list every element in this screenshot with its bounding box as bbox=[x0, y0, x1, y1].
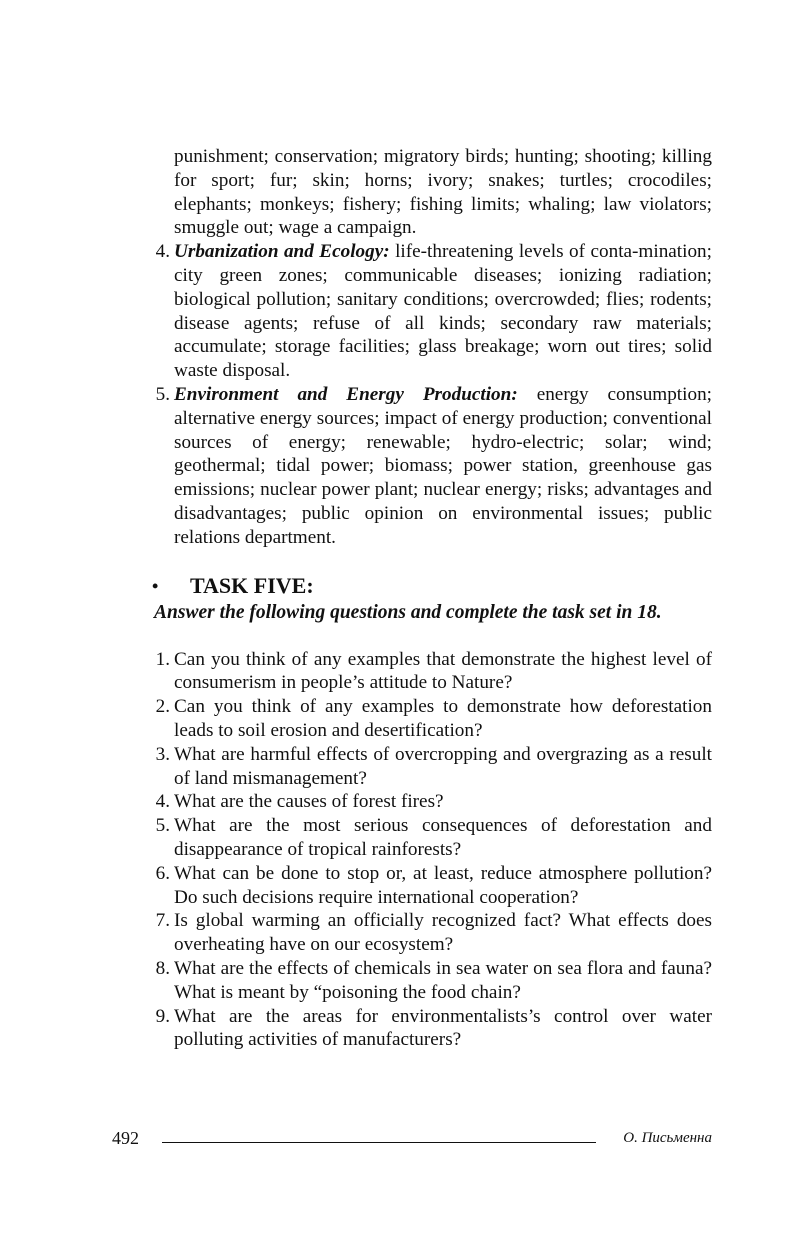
task-title: TASK FIVE: bbox=[190, 572, 314, 598]
question-text: What can be done to stop or, at least, reduce atmosphere pollution? Do such decisions require international cooperation? bbox=[174, 862, 712, 908]
topic-text: life-threatening levels of conta-mination; city green zones; communicable diseases; ionizing radiation; biological pollution; sanitary conditions; overcrowded; flies; rodents; disease agents; refuse of all kinds; secondary raw materials; accumulate; storage facilities; glass breakage; worn out tires; solid waste disposal. bbox=[174, 241, 712, 382]
topic-number: 4. bbox=[155, 241, 170, 263]
question-text: Can you think of any examples that demonstrate the highest level of consumerism in people’s attitude to Nature? bbox=[174, 648, 712, 694]
question-item bbox=[140, 862, 712, 910]
task-instruction: Answer the following questions and complete the task set in 18. bbox=[154, 601, 662, 623]
running-author: О. Письменна bbox=[623, 1130, 712, 1146]
question-number: 5. bbox=[155, 815, 170, 837]
question-text: Can you think of any examples to demonstrate how deforestation leads to soil erosion and desertification? bbox=[174, 696, 712, 741]
topic-number: 5. bbox=[155, 383, 170, 405]
topic-title: Urbanization and Ecology: bbox=[174, 241, 390, 263]
question-text: What are the effects of chemicals in sea water on sea flora and fauna? What is meant by “poisoning the food chain? bbox=[174, 957, 712, 1003]
question-text: What are the areas for environmentalists’s control over water polluting activities of manufacturers? bbox=[174, 1005, 712, 1051]
continuation-paragraph: punishment; conservation; migratory birds; hunting; shooting; killing for sport; fur; skin; horns; ivory; snakes; turtles; crocodiles; elephants; monkeys; fishery; fishing limits; whaling; law violators; smuggle out; wage a campaign. bbox=[174, 146, 712, 239]
question-item bbox=[140, 648, 712, 696]
question-item bbox=[140, 1005, 712, 1053]
question-number: 2. bbox=[155, 696, 170, 718]
question-item bbox=[140, 695, 712, 743]
question-text: What are harmful effects of overcropping and overgrazing as a result of land mismanagement? bbox=[174, 743, 712, 789]
main-text bbox=[140, 145, 712, 1052]
bullet-icon: • bbox=[152, 575, 159, 596]
topic-text: energy consumption; alternative energy sources; impact of energy production; conventional sources of energy; renewable; hydro-electric; solar; wind; geothermal; tidal power; biomass; power station, greenhouse gas emissions; nuclear power plant; nuclear energy; risks; advantages and disadvantages; public opinion on environmental issues; public relations department. bbox=[174, 383, 712, 548]
topic-item-5 bbox=[140, 383, 712, 550]
question-number: 4. bbox=[155, 791, 170, 813]
question-item bbox=[140, 790, 712, 814]
question-item bbox=[140, 909, 712, 957]
question-number: 7. bbox=[155, 910, 170, 932]
question-number: 3. bbox=[155, 743, 170, 765]
question-number: 8. bbox=[155, 957, 170, 979]
page-footer bbox=[112, 1128, 712, 1152]
topic-item-4 bbox=[140, 240, 712, 383]
question-text: Is global warming an officially recognized fact? What effects does overheating have on our ecosystem? bbox=[174, 910, 712, 956]
topic-title: Environment and Energy Production: bbox=[174, 383, 518, 405]
question-item bbox=[140, 957, 712, 1005]
page-number: 492 bbox=[112, 1128, 139, 1148]
question-list bbox=[140, 648, 712, 1053]
question-number: 1. bbox=[155, 648, 170, 670]
footer-divider bbox=[162, 1142, 596, 1143]
question-item bbox=[140, 814, 712, 862]
question-number: 9. bbox=[155, 1005, 170, 1027]
question-text: What are the most serious consequences of deforestation and disappearance of tropical rainforests? bbox=[174, 815, 712, 860]
question-item bbox=[140, 743, 712, 791]
question-number: 6. bbox=[155, 862, 170, 884]
question-text: What are the causes of forest fires? bbox=[174, 791, 444, 813]
task-heading bbox=[140, 572, 712, 600]
